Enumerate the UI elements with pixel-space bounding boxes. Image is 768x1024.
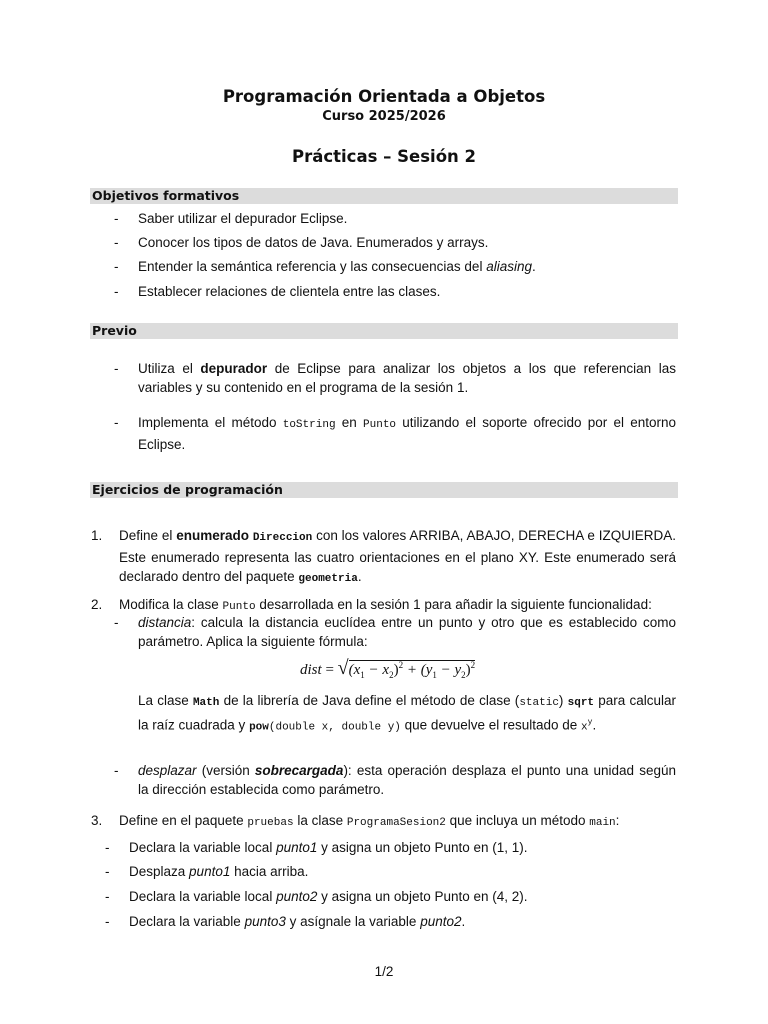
course-label: Curso 2025/2026 [322, 109, 446, 124]
list-item: Desplaza punto1 hacia arriba. [129, 864, 309, 879]
bullet: - [114, 361, 119, 376]
bullet: - [105, 840, 110, 855]
objetivo-item: Conocer los tipos de datos de Java. Enumerados y arrays. [138, 235, 489, 250]
bullet: - [114, 259, 119, 274]
sqrt-icon: √ [337, 657, 349, 679]
bullet: - [105, 889, 110, 904]
radicand: $(x_1 - x_2)^2 + (y_1 - y_2)^2$ [348, 660, 476, 680]
exercise-2-distancia: distancia: calcula la distancia euclídea entre un punto y otro que es establecido como parámetro. Aplica la siguiente fórmula: [138, 615, 676, 649]
bullet: - [114, 284, 119, 299]
distance-formula: dist = $√(x_1 - x_2)^2 + (y_1 - y_2)^2$ [300, 657, 476, 680]
page-number: 1/2 [374, 964, 394, 979]
bullet: - [114, 235, 119, 250]
bullet: - [105, 914, 110, 929]
session-title: Prácticas – Sesión 2 [291, 147, 477, 166]
exercise-number: 3. [91, 813, 103, 828]
exercise-3: Define en el paquete pruebas la clase ProgramaSesion2 que incluya un método main: [119, 813, 620, 829]
bullet: - [114, 415, 119, 430]
section-heading-ejercicios: Ejercicios de programación [90, 482, 678, 498]
previo-paragraph: Utiliza el depurador de Eclipse para analizar los objetos a los que referencian las variables y su contenido en el programa de la sesión 1. [138, 361, 677, 395]
previo-paragraph: Implementa el método toString en Punto utilizando el soporte ofrecido por el entorno Eclipse. [138, 415, 676, 452]
bullet: - [105, 864, 110, 879]
exercise-number: 2. [91, 597, 103, 612]
list-item: Declara la variable punto3 y asígnale la variable punto2. [129, 914, 466, 929]
exercise-number: 1. [91, 528, 103, 543]
math-paragraph: La clase Math de la librería de Java define el método de clase (static) sqrt para calcular la raíz cuadrada y pow(double x, double y) que devuelve el resultado de $x^y$. [138, 693, 676, 734]
section-heading-previo: Previo [90, 323, 678, 339]
objetivo-item: Establecer relaciones de clientela entre las clases. [138, 284, 441, 299]
document-title: Programación Orientada a Objetos [222, 87, 546, 106]
list-item: Declara la variable local punto2 y asigna un objeto Punto en (4, 2). [129, 889, 528, 904]
objetivo-item: Saber utilizar el depurador Eclipse. [138, 211, 348, 226]
exercise-1: Define el enumerado Direccion con los valores ARRIBA, ABAJO, DERECHA e IZQUIERDA. Este enumerado representa las cuatro orientaciones en el plano XY. Este enumerado será declarado dentro del paquete geometria. [119, 528, 676, 585]
list-item: Declara la variable local punto1 y asigna un objeto Punto en (1, 1). [129, 840, 528, 855]
bullet: - [114, 763, 119, 778]
exercise-2: Modifica la clase Punto desarrollada en la sesión 1 para añadir la siguiente funcionalidad: [119, 597, 652, 613]
bullet: - [114, 211, 119, 226]
exercise-2-desplazar: desplazar (versión sobrecargada): esta operación desplaza el punto una unidad según la dirección establecida como parámetro. [138, 763, 676, 797]
objetivo-item: Entender la semántica referencia y las consecuencias del aliasing. [138, 259, 536, 274]
section-heading-objetivos: Objetivos formativos [90, 188, 678, 204]
bullet: - [114, 615, 119, 630]
